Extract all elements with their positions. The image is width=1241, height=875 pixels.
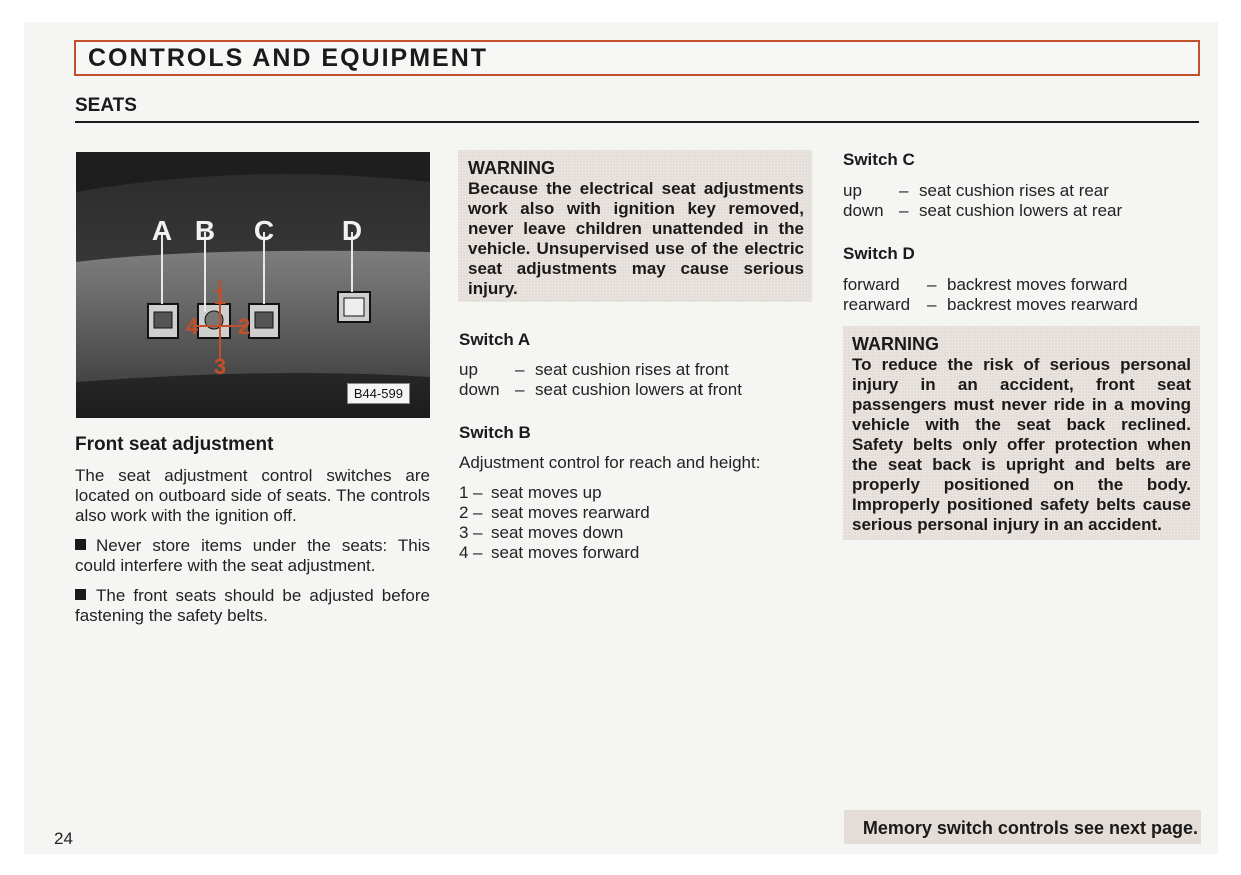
front-seat-section <box>75 434 430 636</box>
switch-c-row: down – seat cushion lowers at rear <box>843 201 1123 220</box>
chapter-title: CONTROLS AND EQUIPMENT <box>88 44 489 72</box>
switch-b-title: Switch B <box>459 423 531 442</box>
switch-letter-a: A <box>151 215 173 246</box>
switch-a-row: down – seat cushion lowers at front <box>459 380 742 399</box>
direction-number-4: 4 <box>185 314 199 339</box>
direction-number-2: 2 <box>237 314 251 339</box>
switch-d-title: Switch D <box>843 244 915 263</box>
switch-b-row: 1 – seat moves up <box>459 483 602 502</box>
switch-d-row: forward – backrest moves forward <box>843 275 1128 294</box>
list-item: Never store items under the seats: This could interfere with the seat adjustment. <box>75 536 430 575</box>
warning-box-electrical <box>458 150 812 302</box>
warning-title: WARNING <box>468 158 555 178</box>
section-title: SEATS <box>75 95 137 116</box>
figure-reference-label: B44-599 <box>347 383 410 404</box>
direction-number-3: 3 <box>213 354 227 379</box>
bullet-square-icon <box>75 539 86 550</box>
seat-controls-figure <box>76 152 430 418</box>
front-seat-heading: Front seat adjustment <box>75 434 274 455</box>
section-divider <box>75 121 1199 123</box>
warning-box-reclined-seat <box>843 326 1200 540</box>
switch-a-title: Switch A <box>459 330 531 349</box>
memory-note-text: Memory switch controls see next page. <box>862 818 1198 838</box>
switch-d-row: rearward – backrest moves rearward <box>843 295 1138 314</box>
list-item: The front seats should be adjusted before fastening the safety belts. <box>75 586 430 625</box>
switch-letter-b: B <box>194 215 216 246</box>
switch-a-row: up – seat cushion rises at front <box>459 360 729 379</box>
switch-b-row: 4 – seat moves forward <box>459 543 640 562</box>
page-number: 24 <box>54 829 73 848</box>
switch-c-row: up – seat cushion rises at rear <box>843 181 1109 200</box>
chapter-header <box>74 40 1200 76</box>
switch-letter-c: C <box>253 215 275 246</box>
memory-note-box <box>844 810 1201 844</box>
bullet-square-icon <box>75 589 86 600</box>
switch-letter-d: D <box>341 215 363 246</box>
warning-title: WARNING <box>852 334 939 354</box>
switch-b-row: 2 – seat moves rearward <box>459 503 650 522</box>
switch-b-intro: Adjustment control for reach and height: <box>459 453 761 472</box>
seat-controls-illustration <box>76 152 430 418</box>
direction-number-1: 1 <box>213 284 227 309</box>
front-seat-paragraph: The seat adjustment control switches are located on outboard side of seats. The controls also work with the ignition off. <box>75 466 430 525</box>
switch-c-title: Switch C <box>843 150 915 169</box>
switch-b-row: 3 – seat moves down <box>459 523 624 542</box>
warning-text: Because the electrical seat adjustments work also with ignition key removed, never leave children unattended in the vehicle. Unsupervised use of the electric seat adjustments may cause serious injury. <box>468 179 804 298</box>
warning-text: To reduce the risk of serious personal injury in an accident, front seat passengers must never ride in a moving vehicle with the seat back reclined. Safety belts only offer protection when the seat back is upright and belts are properly positioned on the body. Improperly positioned safety belts cause serious personal injury in an accident. <box>852 355 1191 534</box>
